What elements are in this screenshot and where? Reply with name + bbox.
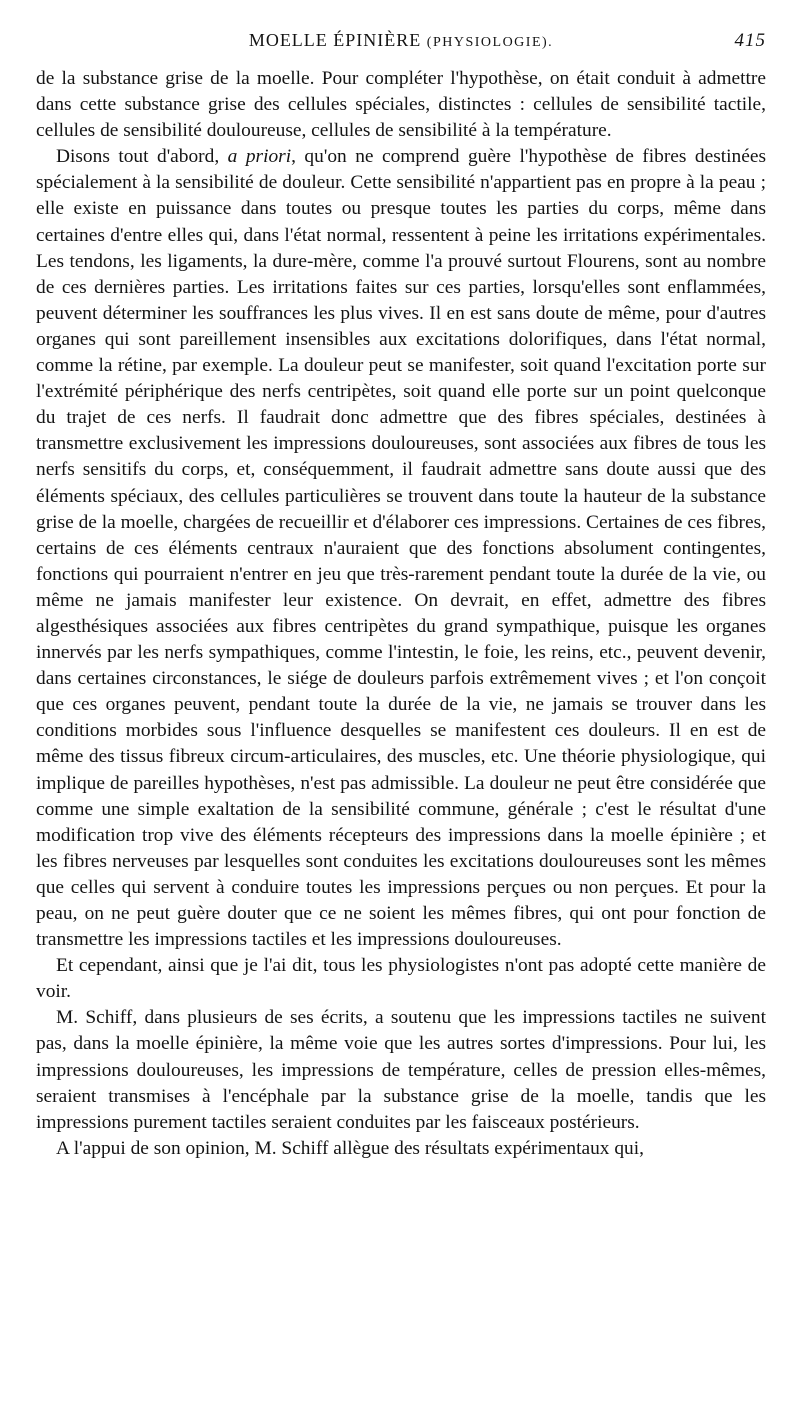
paragraph-schiff: M. Schiff, dans plusieurs de ses écrits, a soutenu que les impressions tactiles ne suivent pas, dans la moelle épinière, la même voie que les autres sortes d'impressions. Pour lui, les impressions douloureuses, les impressions de température, celles de pression elles-mêmes, seraient transmises à l'encéphale par la substance grise de la moelle, tandis que les impressions purement tactiles seraient conduites par les faisceaux postérieurs.	[36, 1007, 766, 1133]
paragraph-continuation: de la substance grise de la moelle. Pour compléter l'hypothèse, on était conduit à admettre dans cette substance grise des cellules spéciales, distinctes : cellules de sensibilité tactile, cellules de sensibilité douloureuse, cellules de sensibilité à la température.	[36, 68, 766, 142]
running-title	[36, 30, 766, 51]
paragraph-appui: A l'appui de son opinion, M. Schiff allègue des résultats expérimentaux qui,	[56, 1137, 644, 1159]
paragraph-et-cependant: Et cependant, ainsi que je l'ai dit, tous les physiologistes n'ont pas adopté cette manière de voir.	[36, 955, 766, 1003]
page-number: 415	[734, 30, 766, 51]
body-text	[36, 66, 766, 1162]
paragraph-text: , qu'on ne comprend guère l'hypothèse de fibres destinées spécialement à la sensibilité de douleur. Cette sensibilité n'appartient pas en propre à la peau ; elle existe en puissance dans toutes ou presque toutes les parties du corps, même dans certaines d'entre elles qui, dans l'état normal, ressentent à peine les irritations expérimentales. Les tendons, les ligaments, la dure-mère, comme l'a prouvé surtout Flourens, sont au nombre de ces dernières parties. Les irritations faites sur ces parties, lorsqu'elles sont enflammées, peuvent déterminer les souffrances les plus vives. Il en est sans doute de même, pour d'autres organes qui sont pareillement insensibles aux excitations dolorifiques, dans l'état normal, comme la rétine, par exemple. La douleur peut se manifester, soit quand l'excitation porte sur l'extrémité périphérique des nerfs centripètes, soit quand elle porte sur un point quelconque du trajet de ces nerfs. Il faudrait donc admettre que des fibres spéciales, destinées à transmettre exclusivement les impressions douloureuses, sont associées aux fibres de tous les nerfs sensitifs du corps, et, conséquemment, il faudrait admettre sans doute aussi que des éléments spéciaux, des cellules particulières se trouvent dans toute la hauteur de la substance grise de la moelle, chargées de recueillir et d'élaborer ces impressions. Certaines de ces fibres, certains de ces éléments centraux n'auraient que des fonctions absolument contingentes, fonctions qui pourraient n'entrer en jeu que très-rarement pendant toute la durée de la vie, ou même ne jamais manifester leur existence. On devrait, en effet, admettre des fibres algesthésiques associées aux fibres centripètes du grand sympathique, puisque les organes innervés par les nerfs sympathiques, comme l'intestin, le foie, les reins, etc., peuvent devenir, dans certaines circonstances, le siége de douleurs parfois extrêmement vives ; et l'on conçoit que ces organes peuvent, pendant toute la durée de la vie, ne jamais se trouver dans les conditions morbides sous l'influence desquelles se manifestent ces douleurs. Il en est de même des tissus fibreux circum-articulaires, des muscles, etc. Une théorie physiologique, qui implique de pareilles hypothèses, n'est pas admissible. La douleur ne peut être considérée que comme une simple exaltation de la sensibilité commune, générale ; c'est le résultat d'une modification trop vive des éléments récepteurs des impressions dans la moelle épinière ; et les fibres nerveuses par lesquelles sont conduites les excitations douloureuses sont les mêmes que celles qui servent à conduire toutes les impressions perçues ou non perçues. Et pour la peau, on ne peut guère douter que ce ne soient les mêmes fibres, qui ont pour fonction de transmettre les impressions tactiles et les impressions douloureuses.	[36, 146, 766, 951]
paragraph-text: Disons tout d'abord,	[56, 146, 228, 168]
book-page	[36, 30, 766, 1400]
running-head	[36, 30, 766, 60]
paragraph-a-priori	[36, 144, 766, 953]
running-title-subtitle: (PHYSIOLOGIE).	[426, 35, 554, 50]
running-title-main: MOELLE ÉPINIÈRE	[248, 30, 422, 50]
emphasis-a-priori: a priori	[227, 146, 292, 168]
